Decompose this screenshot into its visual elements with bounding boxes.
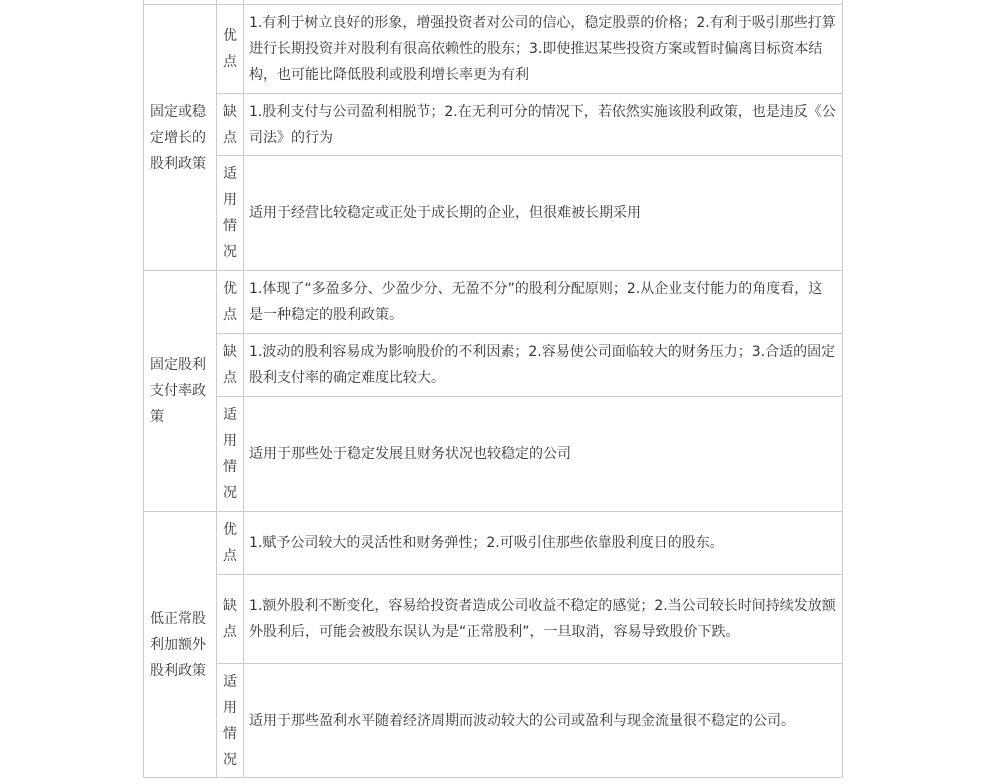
aspect-cell xyxy=(217,156,244,271)
aspect-cell xyxy=(217,664,244,778)
previous-row-stub xyxy=(143,0,843,4)
aspect-label: 优点 xyxy=(223,28,237,70)
aspect-cell xyxy=(217,334,244,397)
aspect-label: 优点 xyxy=(223,281,237,323)
content-text: 适用于那些处于稳定发展且财务状况也较稳定的公司 xyxy=(249,446,571,462)
previous-row-divider-1 xyxy=(216,0,217,4)
aspect-cell xyxy=(217,575,244,664)
table-row xyxy=(144,575,843,664)
aspect-cell xyxy=(217,5,244,94)
policy-name-cell xyxy=(144,5,217,271)
aspect-label: 优点 xyxy=(223,522,237,564)
table-row xyxy=(144,5,843,94)
aspect-label: 适用情况 xyxy=(223,407,237,501)
content-text: 适用于那些盈利水平随着经济周期而波动较大的公司或盈利与现金流量很不稳定的公司。 xyxy=(249,712,795,729)
content-cell xyxy=(244,5,843,94)
policy-name: 固定或稳定增长的股利政策 xyxy=(150,103,206,172)
policy-name-cell xyxy=(144,512,217,778)
table-row xyxy=(144,512,843,575)
content-cell xyxy=(244,397,843,512)
content-text: 1.有利于树立良好的形象，增强投资者对公司的信心，稳定股票的价格；2.有利于吸引那些打算进行长期投资并对股利有很高依赖性的股东；3.即使推迟某些投资方案或暂时偏离目标资本结构，也可能比降低股利或股利增长率更为有利 xyxy=(249,15,836,83)
previous-row-divider-2 xyxy=(243,0,244,4)
aspect-label: 缺点 xyxy=(223,598,237,640)
policy-name: 低正常股利加额外股利政策 xyxy=(150,610,206,679)
content-cell xyxy=(244,664,843,778)
aspect-cell xyxy=(217,397,244,512)
content-text: 1.股利支付与公司盈利相脱节；2.在无利可分的情况下，若依然实施该股利政策，也是违反《公司法》的行为 xyxy=(249,103,836,146)
policy-name-cell xyxy=(144,271,217,512)
aspect-cell xyxy=(217,512,244,575)
content-cell xyxy=(244,512,843,575)
dividend-policy-table-wrapper xyxy=(143,4,843,778)
aspect-label: 适用情况 xyxy=(223,673,237,768)
table-row xyxy=(144,94,843,156)
aspect-label: 适用情况 xyxy=(223,166,237,260)
table-row xyxy=(144,664,843,778)
content-cell xyxy=(244,94,843,156)
content-cell xyxy=(244,156,843,271)
content-cell xyxy=(244,271,843,334)
aspect-label: 缺点 xyxy=(223,344,237,386)
table-row xyxy=(144,334,843,397)
content-text: 1.波动的股利容易成为影响股价的不利因素；2.容易使公司面临较大的财务压力；3.合适的固定股利支付率的确定难度比较大。 xyxy=(249,344,836,386)
content-text: 1.额外股利不断变化，容易给投资者造成公司收益不稳定的感觉；2.当公司较长时间持续发放额外股利后，可能会被股东误认为是“正常股利”，一旦取消，容易导致股价下跌。 xyxy=(249,598,836,640)
content-text: 适用于经营比较稳定或正处于成长期的企业，但很难被长期采用 xyxy=(249,205,641,221)
content-text: 1.体现了“多盈多分、少盈少分、无盈不分”的股利分配原则；2.从企业支付能力的角度看，这是一种稳定的股利政策。 xyxy=(249,281,823,323)
aspect-cell xyxy=(217,271,244,334)
aspect-label: 缺点 xyxy=(223,103,237,146)
table-row xyxy=(144,156,843,271)
table-row xyxy=(144,397,843,512)
content-text: 1.赋予公司较大的灵活性和财务弹性；2.可吸引住那些依靠股利度日的股东。 xyxy=(249,535,724,551)
content-cell xyxy=(244,575,843,664)
table-row xyxy=(144,271,843,334)
policy-name: 固定股利支付率政策 xyxy=(150,357,206,425)
aspect-cell xyxy=(217,94,244,156)
dividend-policy-table xyxy=(143,4,843,778)
content-cell xyxy=(244,334,843,397)
